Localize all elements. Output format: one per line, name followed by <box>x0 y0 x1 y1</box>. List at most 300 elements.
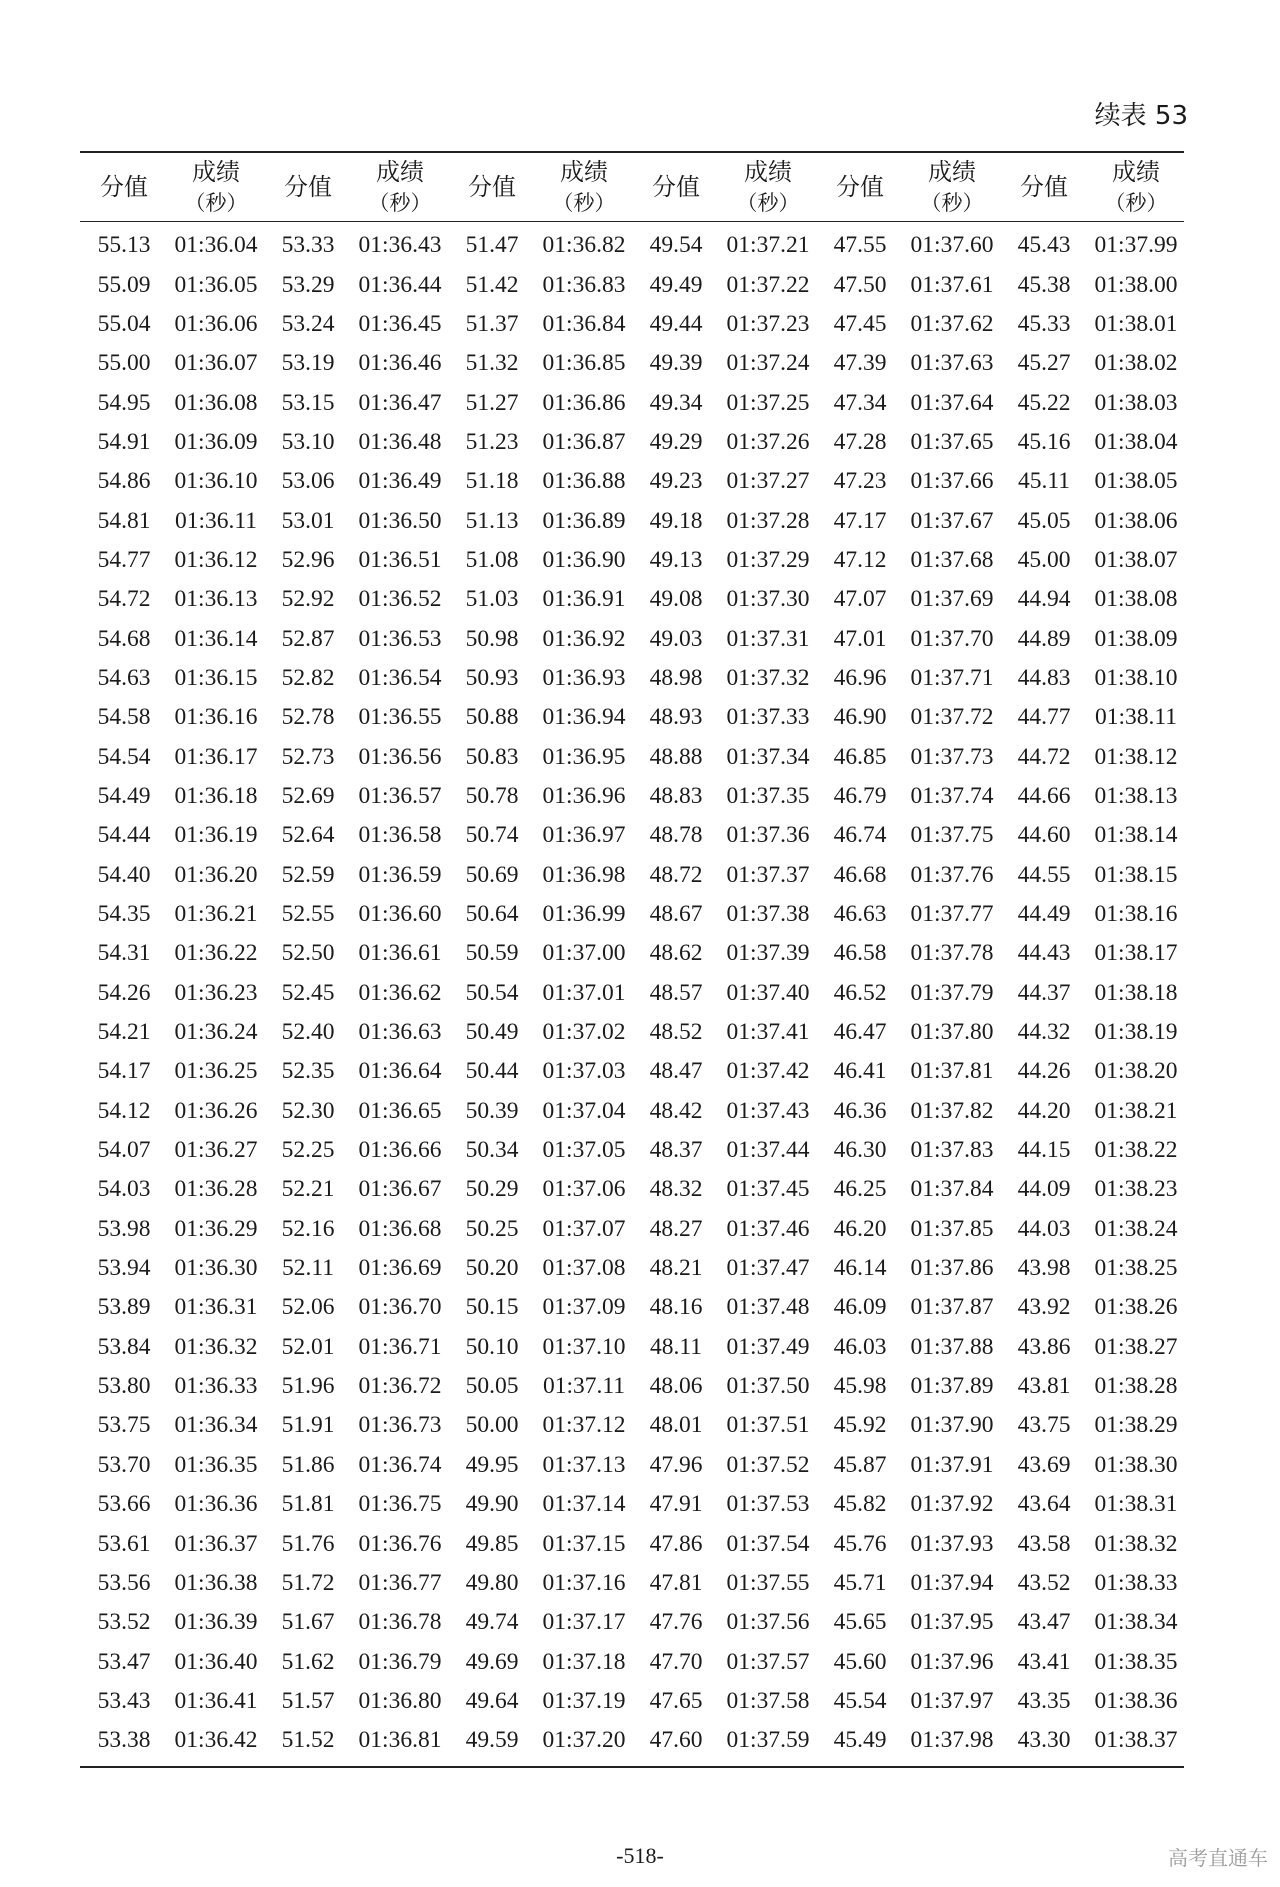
score-cell: 54.72 <box>97 586 151 613</box>
score-cell: 50.88 <box>465 704 519 731</box>
time-cell: 01:36.99 <box>542 901 626 928</box>
score-cell: 46.79 <box>833 782 887 809</box>
table-row <box>80 934 1184 973</box>
score-cell: 52.35 <box>281 1058 335 1085</box>
score-cell: 52.92 <box>281 586 335 613</box>
time-cell: 01:37.87 <box>910 1294 994 1321</box>
score-cell: 54.77 <box>97 546 151 573</box>
time-cell: 01:38.10 <box>1094 664 1178 691</box>
score-cell: 45.87 <box>833 1451 887 1478</box>
time-cell: 01:37.52 <box>726 1451 810 1478</box>
time-cell: 01:36.58 <box>358 822 442 849</box>
time-cell: 01:36.23 <box>174 979 258 1006</box>
score-cell: 53.33 <box>281 232 335 259</box>
time-cell: 01:37.85 <box>910 1215 994 1242</box>
score-cell: 51.23 <box>465 428 519 455</box>
time-cell: 01:38.04 <box>1094 428 1178 455</box>
table-row <box>80 1328 1184 1367</box>
time-cell: 01:37.91 <box>910 1451 994 1478</box>
score-cell: 48.47 <box>649 1058 703 1085</box>
time-cell: 01:37.21 <box>726 232 810 259</box>
table-row <box>80 344 1184 383</box>
time-cell: 01:37.41 <box>726 1019 810 1046</box>
score-cell: 51.18 <box>465 468 519 495</box>
time-cell: 01:36.47 <box>358 389 442 416</box>
time-cell: 01:37.06 <box>542 1176 626 1203</box>
score-cell: 52.78 <box>281 704 335 731</box>
score-cell: 54.91 <box>97 428 151 455</box>
table-row <box>80 1013 1184 1052</box>
time-cell: 01:37.24 <box>726 350 810 377</box>
score-cell: 48.62 <box>649 940 703 967</box>
score-cell: 53.70 <box>97 1451 151 1478</box>
time-cell: 01:38.34 <box>1094 1609 1178 1636</box>
score-cell: 47.76 <box>649 1609 703 1636</box>
score-cell: 46.96 <box>833 664 887 691</box>
time-cell: 01:36.54 <box>358 664 442 691</box>
score-cell: 54.49 <box>97 782 151 809</box>
time-cell: 01:38.00 <box>1094 271 1178 298</box>
time-cell: 01:36.28 <box>174 1176 258 1203</box>
time-cell: 01:36.04 <box>174 232 258 259</box>
score-cell: 54.21 <box>97 1019 151 1046</box>
score-cell: 47.96 <box>649 1451 703 1478</box>
time-cell: 01:37.53 <box>726 1491 810 1518</box>
score-cell: 49.18 <box>649 507 703 534</box>
header-result-label: 成绩 <box>192 158 240 186</box>
time-cell: 01:37.56 <box>726 1609 810 1636</box>
time-cell: 01:36.42 <box>174 1727 258 1754</box>
time-cell: 01:36.16 <box>174 704 258 731</box>
time-cell: 01:36.20 <box>174 861 258 888</box>
time-cell: 01:36.60 <box>358 901 442 928</box>
table-row <box>80 423 1184 462</box>
table-body <box>80 222 1184 1768</box>
time-cell: 01:37.84 <box>910 1176 994 1203</box>
score-cell: 53.98 <box>97 1215 151 1242</box>
table-row <box>80 1052 1184 1091</box>
time-cell: 01:37.58 <box>726 1687 810 1714</box>
time-cell: 01:38.06 <box>1094 507 1178 534</box>
time-cell: 01:37.57 <box>726 1648 810 1675</box>
time-cell: 01:37.92 <box>910 1491 994 1518</box>
time-cell: 01:38.27 <box>1094 1333 1178 1360</box>
time-cell: 01:38.37 <box>1094 1727 1178 1754</box>
score-cell: 45.76 <box>833 1530 887 1557</box>
table-row <box>80 222 1184 266</box>
time-cell: 01:36.06 <box>174 310 258 337</box>
score-cell: 48.52 <box>649 1019 703 1046</box>
time-cell: 01:38.15 <box>1094 861 1178 888</box>
score-cell: 53.15 <box>281 389 335 416</box>
score-cell: 52.16 <box>281 1215 335 1242</box>
time-cell: 01:37.99 <box>1094 232 1178 259</box>
table-row <box>80 777 1184 816</box>
time-cell: 01:37.98 <box>910 1727 994 1754</box>
time-cell: 01:36.90 <box>542 546 626 573</box>
score-cell: 46.30 <box>833 1137 887 1164</box>
time-cell: 01:36.52 <box>358 586 442 613</box>
score-cell: 53.94 <box>97 1255 151 1282</box>
time-cell: 01:37.37 <box>726 861 810 888</box>
score-cell: 44.37 <box>1017 979 1071 1006</box>
score-cell: 47.23 <box>833 468 887 495</box>
score-cell: 48.01 <box>649 1412 703 1439</box>
table-row <box>80 1642 1184 1681</box>
table-row <box>80 1406 1184 1445</box>
time-cell: 01:36.56 <box>358 743 442 770</box>
score-cell: 53.10 <box>281 428 335 455</box>
table-row <box>80 462 1184 501</box>
time-cell: 01:36.35 <box>174 1451 258 1478</box>
header-result <box>168 152 264 222</box>
header-result <box>1088 152 1184 222</box>
time-cell: 01:37.65 <box>910 428 994 455</box>
time-cell: 01:37.46 <box>726 1215 810 1242</box>
score-cell: 50.39 <box>465 1097 519 1124</box>
table-row <box>80 659 1184 698</box>
score-cell: 44.77 <box>1017 704 1071 731</box>
time-cell: 01:36.69 <box>358 1255 442 1282</box>
time-cell: 01:36.14 <box>174 625 258 652</box>
time-cell: 01:36.67 <box>358 1176 442 1203</box>
header-result-unit: （秒） <box>1104 191 1168 215</box>
score-cell: 48.27 <box>649 1215 703 1242</box>
time-cell: 01:36.40 <box>174 1648 258 1675</box>
score-cell: 53.56 <box>97 1569 151 1596</box>
score-cell: 53.01 <box>281 507 335 534</box>
time-cell: 01:38.19 <box>1094 1019 1178 1046</box>
score-cell: 51.76 <box>281 1530 335 1557</box>
time-cell: 01:37.36 <box>726 822 810 849</box>
header-result-unit: （秒） <box>184 191 248 215</box>
time-cell: 01:37.48 <box>726 1294 810 1321</box>
time-cell: 01:36.86 <box>542 389 626 416</box>
header-result-unit: （秒） <box>920 191 984 215</box>
time-cell: 01:36.51 <box>358 546 442 573</box>
score-cell: 43.58 <box>1017 1530 1071 1557</box>
score-cell: 46.85 <box>833 743 887 770</box>
table-row <box>80 737 1184 776</box>
score-cell: 44.60 <box>1017 822 1071 849</box>
time-cell: 01:36.71 <box>358 1333 442 1360</box>
time-cell: 01:38.29 <box>1094 1412 1178 1439</box>
score-cell: 46.52 <box>833 979 887 1006</box>
time-cell: 01:37.60 <box>910 232 994 259</box>
score-cell: 48.16 <box>649 1294 703 1321</box>
score-cell: 46.68 <box>833 861 887 888</box>
time-cell: 01:37.02 <box>542 1019 626 1046</box>
time-cell: 01:37.81 <box>910 1058 994 1085</box>
time-cell: 01:38.18 <box>1094 979 1178 1006</box>
time-cell: 01:38.17 <box>1094 940 1178 967</box>
time-cell: 01:36.32 <box>174 1333 258 1360</box>
time-cell: 01:36.24 <box>174 1019 258 1046</box>
score-cell: 51.47 <box>465 232 519 259</box>
time-cell: 01:36.59 <box>358 861 442 888</box>
score-cell: 47.60 <box>649 1727 703 1754</box>
header-result-label: 成绩 <box>928 158 976 186</box>
table-row <box>80 1682 1184 1721</box>
score-cell: 43.92 <box>1017 1294 1071 1321</box>
score-table-container <box>80 151 1184 1768</box>
score-cell: 51.42 <box>465 271 519 298</box>
time-cell: 01:38.14 <box>1094 822 1178 849</box>
table-row <box>80 1210 1184 1249</box>
time-cell: 01:36.25 <box>174 1058 258 1085</box>
score-cell: 45.65 <box>833 1609 887 1636</box>
time-cell: 01:36.26 <box>174 1097 258 1124</box>
time-cell: 01:37.50 <box>726 1373 810 1400</box>
header-result-unit: （秒） <box>368 191 432 215</box>
score-cell: 47.34 <box>833 389 887 416</box>
score-cell: 46.58 <box>833 940 887 967</box>
score-cell: 45.38 <box>1017 271 1071 298</box>
score-cell: 45.60 <box>833 1648 887 1675</box>
time-cell: 01:37.64 <box>910 389 994 416</box>
score-cell: 49.95 <box>465 1451 519 1478</box>
time-cell: 01:36.73 <box>358 1412 442 1439</box>
time-cell: 01:37.72 <box>910 704 994 731</box>
time-cell: 01:37.69 <box>910 586 994 613</box>
time-cell: 01:36.31 <box>174 1294 258 1321</box>
time-cell: 01:38.26 <box>1094 1294 1178 1321</box>
time-cell: 01:38.09 <box>1094 625 1178 652</box>
score-cell: 51.52 <box>281 1727 335 1754</box>
score-cell: 44.43 <box>1017 940 1071 967</box>
table-row <box>80 974 1184 1013</box>
time-cell: 01:37.94 <box>910 1569 994 1596</box>
score-cell: 51.81 <box>281 1491 335 1518</box>
score-cell: 45.16 <box>1017 428 1071 455</box>
score-cell: 50.69 <box>465 861 519 888</box>
table-row <box>80 1367 1184 1406</box>
score-cell: 48.37 <box>649 1137 703 1164</box>
time-cell: 01:37.16 <box>542 1569 626 1596</box>
time-cell: 01:36.87 <box>542 428 626 455</box>
time-cell: 01:36.11 <box>174 507 258 534</box>
time-cell: 01:36.55 <box>358 704 442 731</box>
time-cell: 01:37.19 <box>542 1687 626 1714</box>
score-cell: 54.12 <box>97 1097 151 1124</box>
time-cell: 01:36.65 <box>358 1097 442 1124</box>
score-cell: 49.74 <box>465 1609 519 1636</box>
time-cell: 01:36.09 <box>174 428 258 455</box>
time-cell: 01:36.92 <box>542 625 626 652</box>
score-cell: 44.20 <box>1017 1097 1071 1124</box>
score-cell: 50.44 <box>465 1058 519 1085</box>
table-row <box>80 1170 1184 1209</box>
time-cell: 01:37.35 <box>726 782 810 809</box>
table-row <box>80 895 1184 934</box>
score-cell: 49.85 <box>465 1530 519 1557</box>
score-cell: 55.13 <box>97 232 151 259</box>
score-cell: 53.80 <box>97 1373 151 1400</box>
score-cell: 49.39 <box>649 350 703 377</box>
score-cell: 43.52 <box>1017 1569 1071 1596</box>
score-cell: 54.86 <box>97 468 151 495</box>
time-cell: 01:37.33 <box>726 704 810 731</box>
score-cell: 52.40 <box>281 1019 335 1046</box>
score-cell: 52.50 <box>281 940 335 967</box>
score-cell: 52.73 <box>281 743 335 770</box>
header-score: 分值 <box>284 173 332 201</box>
score-cell: 49.29 <box>649 428 703 455</box>
score-cell: 51.08 <box>465 546 519 573</box>
page-number: -518- <box>616 1843 664 1868</box>
time-cell: 01:37.96 <box>910 1648 994 1675</box>
score-cell: 53.29 <box>281 271 335 298</box>
time-cell: 01:37.39 <box>726 940 810 967</box>
score-cell: 50.20 <box>465 1255 519 1282</box>
score-cell: 47.28 <box>833 428 887 455</box>
table-row <box>80 619 1184 658</box>
score-cell: 50.64 <box>465 901 519 928</box>
time-cell: 01:37.25 <box>726 389 810 416</box>
score-cell: 45.92 <box>833 1412 887 1439</box>
time-cell: 01:38.01 <box>1094 310 1178 337</box>
time-cell: 01:37.03 <box>542 1058 626 1085</box>
score-cell: 53.47 <box>97 1648 151 1675</box>
time-cell: 01:38.07 <box>1094 546 1178 573</box>
table-row <box>80 1092 1184 1131</box>
score-cell: 44.15 <box>1017 1137 1071 1164</box>
score-cell: 47.70 <box>649 1648 703 1675</box>
time-cell: 01:37.79 <box>910 979 994 1006</box>
score-cell: 50.59 <box>465 940 519 967</box>
time-cell: 01:37.43 <box>726 1097 810 1124</box>
header-score: 分值 <box>468 173 516 201</box>
score-cell: 49.23 <box>649 468 703 495</box>
time-cell: 01:36.41 <box>174 1687 258 1714</box>
score-cell: 48.83 <box>649 782 703 809</box>
score-cell: 47.91 <box>649 1491 703 1518</box>
time-cell: 01:36.29 <box>174 1215 258 1242</box>
score-cell: 53.24 <box>281 310 335 337</box>
time-cell: 01:38.08 <box>1094 586 1178 613</box>
score-cell: 52.82 <box>281 664 335 691</box>
score-cell: 51.03 <box>465 586 519 613</box>
header-result-label: 成绩 <box>560 158 608 186</box>
time-cell: 01:37.04 <box>542 1097 626 1124</box>
time-cell: 01:37.22 <box>726 271 810 298</box>
time-cell: 01:36.98 <box>542 861 626 888</box>
time-cell: 01:36.36 <box>174 1491 258 1518</box>
score-cell: 44.83 <box>1017 664 1071 691</box>
score-cell: 45.82 <box>833 1491 887 1518</box>
score-cell: 46.63 <box>833 901 887 928</box>
time-cell: 01:37.95 <box>910 1609 994 1636</box>
time-cell: 01:36.46 <box>358 350 442 377</box>
time-cell: 01:37.45 <box>726 1176 810 1203</box>
time-cell: 01:37.61 <box>910 271 994 298</box>
time-cell: 01:37.30 <box>726 586 810 613</box>
score-cell: 47.45 <box>833 310 887 337</box>
score-cell: 50.05 <box>465 1373 519 1400</box>
score-cell: 54.95 <box>97 389 151 416</box>
time-cell: 01:37.26 <box>726 428 810 455</box>
score-cell: 49.54 <box>649 232 703 259</box>
time-cell: 01:36.64 <box>358 1058 442 1085</box>
score-cell: 46.74 <box>833 822 887 849</box>
score-cell: 44.26 <box>1017 1058 1071 1085</box>
time-cell: 01:37.08 <box>542 1255 626 1282</box>
score-cell: 45.22 <box>1017 389 1071 416</box>
table-row <box>80 1603 1184 1642</box>
time-cell: 01:38.21 <box>1094 1097 1178 1124</box>
table-row <box>80 1524 1184 1563</box>
score-cell: 45.27 <box>1017 350 1071 377</box>
score-cell: 44.03 <box>1017 1215 1071 1242</box>
score-cell: 53.89 <box>97 1294 151 1321</box>
score-cell: 54.68 <box>97 625 151 652</box>
score-cell: 51.32 <box>465 350 519 377</box>
score-cell: 44.32 <box>1017 1019 1071 1046</box>
time-cell: 01:36.22 <box>174 940 258 967</box>
table-row <box>80 856 1184 895</box>
time-cell: 01:36.94 <box>542 704 626 731</box>
time-cell: 01:37.70 <box>910 625 994 652</box>
time-cell: 01:37.32 <box>726 664 810 691</box>
time-cell: 01:36.10 <box>174 468 258 495</box>
time-cell: 01:38.13 <box>1094 782 1178 809</box>
score-cell: 51.67 <box>281 1609 335 1636</box>
table-row <box>80 1131 1184 1170</box>
score-cell: 47.01 <box>833 625 887 652</box>
time-cell: 01:38.32 <box>1094 1530 1178 1557</box>
score-cell: 43.47 <box>1017 1609 1071 1636</box>
time-cell: 01:36.12 <box>174 546 258 573</box>
score-cell: 49.59 <box>465 1727 519 1754</box>
score-cell: 49.13 <box>649 546 703 573</box>
time-cell: 01:37.51 <box>726 1412 810 1439</box>
score-cell: 52.01 <box>281 1333 335 1360</box>
time-cell: 01:38.31 <box>1094 1491 1178 1518</box>
time-cell: 01:37.88 <box>910 1333 994 1360</box>
score-cell: 50.34 <box>465 1137 519 1164</box>
score-cell: 44.55 <box>1017 861 1071 888</box>
score-cell: 48.88 <box>649 743 703 770</box>
table-row <box>80 305 1184 344</box>
score-cell: 45.00 <box>1017 546 1071 573</box>
time-cell: 01:36.84 <box>542 310 626 337</box>
time-cell: 01:37.00 <box>542 940 626 967</box>
score-cell: 54.17 <box>97 1058 151 1085</box>
score-cell: 52.55 <box>281 901 335 928</box>
time-cell: 01:37.97 <box>910 1687 994 1714</box>
time-cell: 01:37.74 <box>910 782 994 809</box>
time-cell: 01:36.34 <box>174 1412 258 1439</box>
score-cell: 44.72 <box>1017 743 1071 770</box>
table-row <box>80 1485 1184 1524</box>
table-row <box>80 541 1184 580</box>
table-row <box>80 1446 1184 1485</box>
header-result-unit: （秒） <box>736 191 800 215</box>
time-cell: 01:37.38 <box>726 901 810 928</box>
time-cell: 01:36.70 <box>358 1294 442 1321</box>
score-cell: 45.54 <box>833 1687 887 1714</box>
time-cell: 01:36.75 <box>358 1491 442 1518</box>
time-cell: 01:36.44 <box>358 271 442 298</box>
table-row <box>80 265 1184 304</box>
score-cell: 55.04 <box>97 310 151 337</box>
score-cell: 53.52 <box>97 1609 151 1636</box>
score-cell: 49.90 <box>465 1491 519 1518</box>
time-cell: 01:36.89 <box>542 507 626 534</box>
score-cell: 45.11 <box>1017 468 1070 495</box>
score-cell: 54.44 <box>97 822 151 849</box>
time-cell: 01:38.05 <box>1094 468 1178 495</box>
